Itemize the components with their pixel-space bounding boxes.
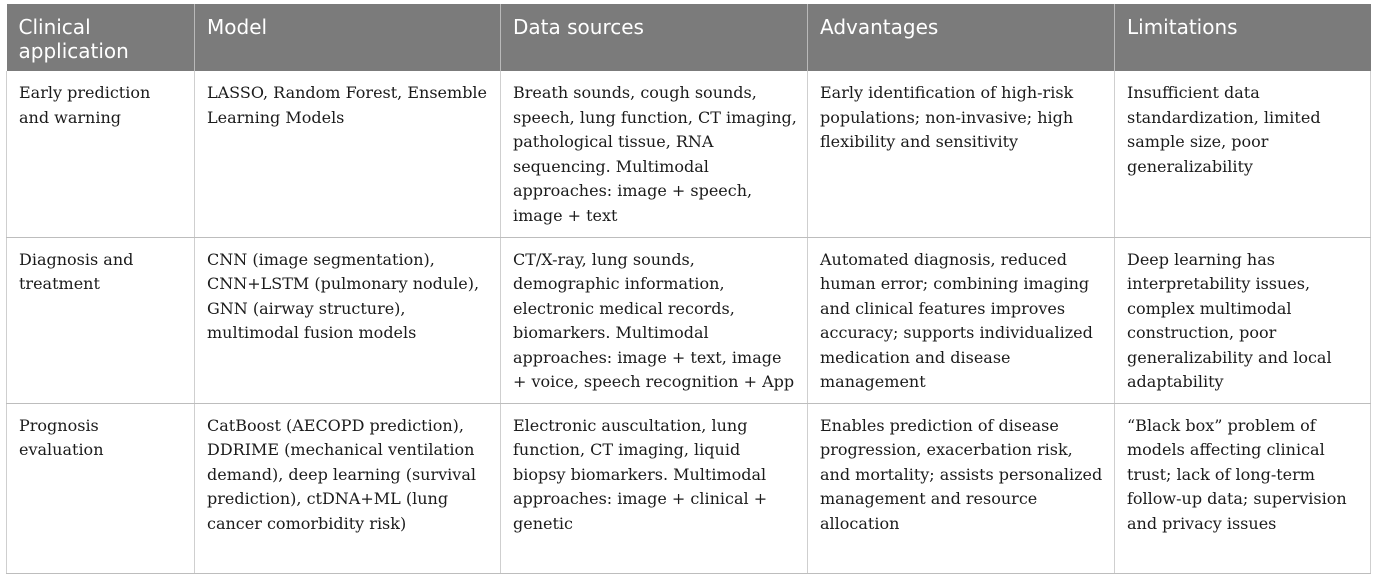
cell-model: CNN (image segmentation), CNN+LSTM (pulmonary nodule), GNN (airway structure), multimodal fusion models — [195, 237, 501, 403]
header-row — [7, 4, 1371, 71]
cell-model: CatBoost (AECOPD prediction), DDRIME (mechanical ventilation demand), deep learning (survival prediction), ctDNA+ML (lung cancer comorbidity risk) — [195, 403, 501, 573]
table-row — [7, 237, 1371, 403]
cell-clinical-application: Early prediction and warning — [7, 71, 195, 237]
header-advantages: Advantages — [808, 4, 1115, 71]
summary-table-container — [6, 4, 1370, 572]
table-header — [7, 4, 1371, 71]
table-body — [7, 71, 1371, 573]
cell-clinical-application: Prognosis evaluation — [7, 403, 195, 573]
clinical-ai-summary-table — [6, 4, 1371, 574]
cell-advantages: Automated diagnosis, reduced human error; combining imaging and clinical features improves accuracy; supports individualized medication and disease management — [808, 237, 1115, 403]
cell-limitations: Deep learning has interpretability issues, complex multimodal construction, poor generalizability and local adaptability — [1115, 237, 1371, 403]
table-row — [7, 71, 1371, 237]
cell-limitations: Insufficient data standardization, limited sample size, poor generalizability — [1115, 71, 1371, 237]
header-data-sources: Data sources — [501, 4, 808, 71]
header-limitations: Limitations — [1115, 4, 1371, 71]
cell-data-sources: CT/X-ray, lung sounds, demographic information, electronic medical records, biomarkers. Multimodal approaches: image + text, image + voice, speech recognition + App — [501, 237, 808, 403]
cell-data-sources: Breath sounds, cough sounds, speech, lung function, CT imaging, pathological tissue, RNA sequencing. Multimodal approaches: image + speech, image + text — [501, 71, 808, 237]
cell-clinical-application: Diagnosis and treatment — [7, 237, 195, 403]
cell-model: LASSO, Random Forest, Ensemble Learning Models — [195, 71, 501, 237]
cell-advantages: Early identification of high-risk populations; non-invasive; high flexibility and sensitivity — [808, 71, 1115, 237]
cell-limitations: “Black box” problem of models affecting clinical trust; lack of long-term follow-up data; supervision and privacy issues — [1115, 403, 1371, 573]
header-model: Model — [195, 4, 501, 71]
header-clinical-application: Clinical application — [7, 4, 195, 71]
table-row — [7, 403, 1371, 573]
cell-data-sources: Electronic auscultation, lung function, CT imaging, liquid biopsy biomarkers. Multimodal approaches: image + clinical + genetic — [501, 403, 808, 573]
cell-advantages: Enables prediction of disease progression, exacerbation risk, and mortality; assists personalized management and resource allocation — [808, 403, 1115, 573]
